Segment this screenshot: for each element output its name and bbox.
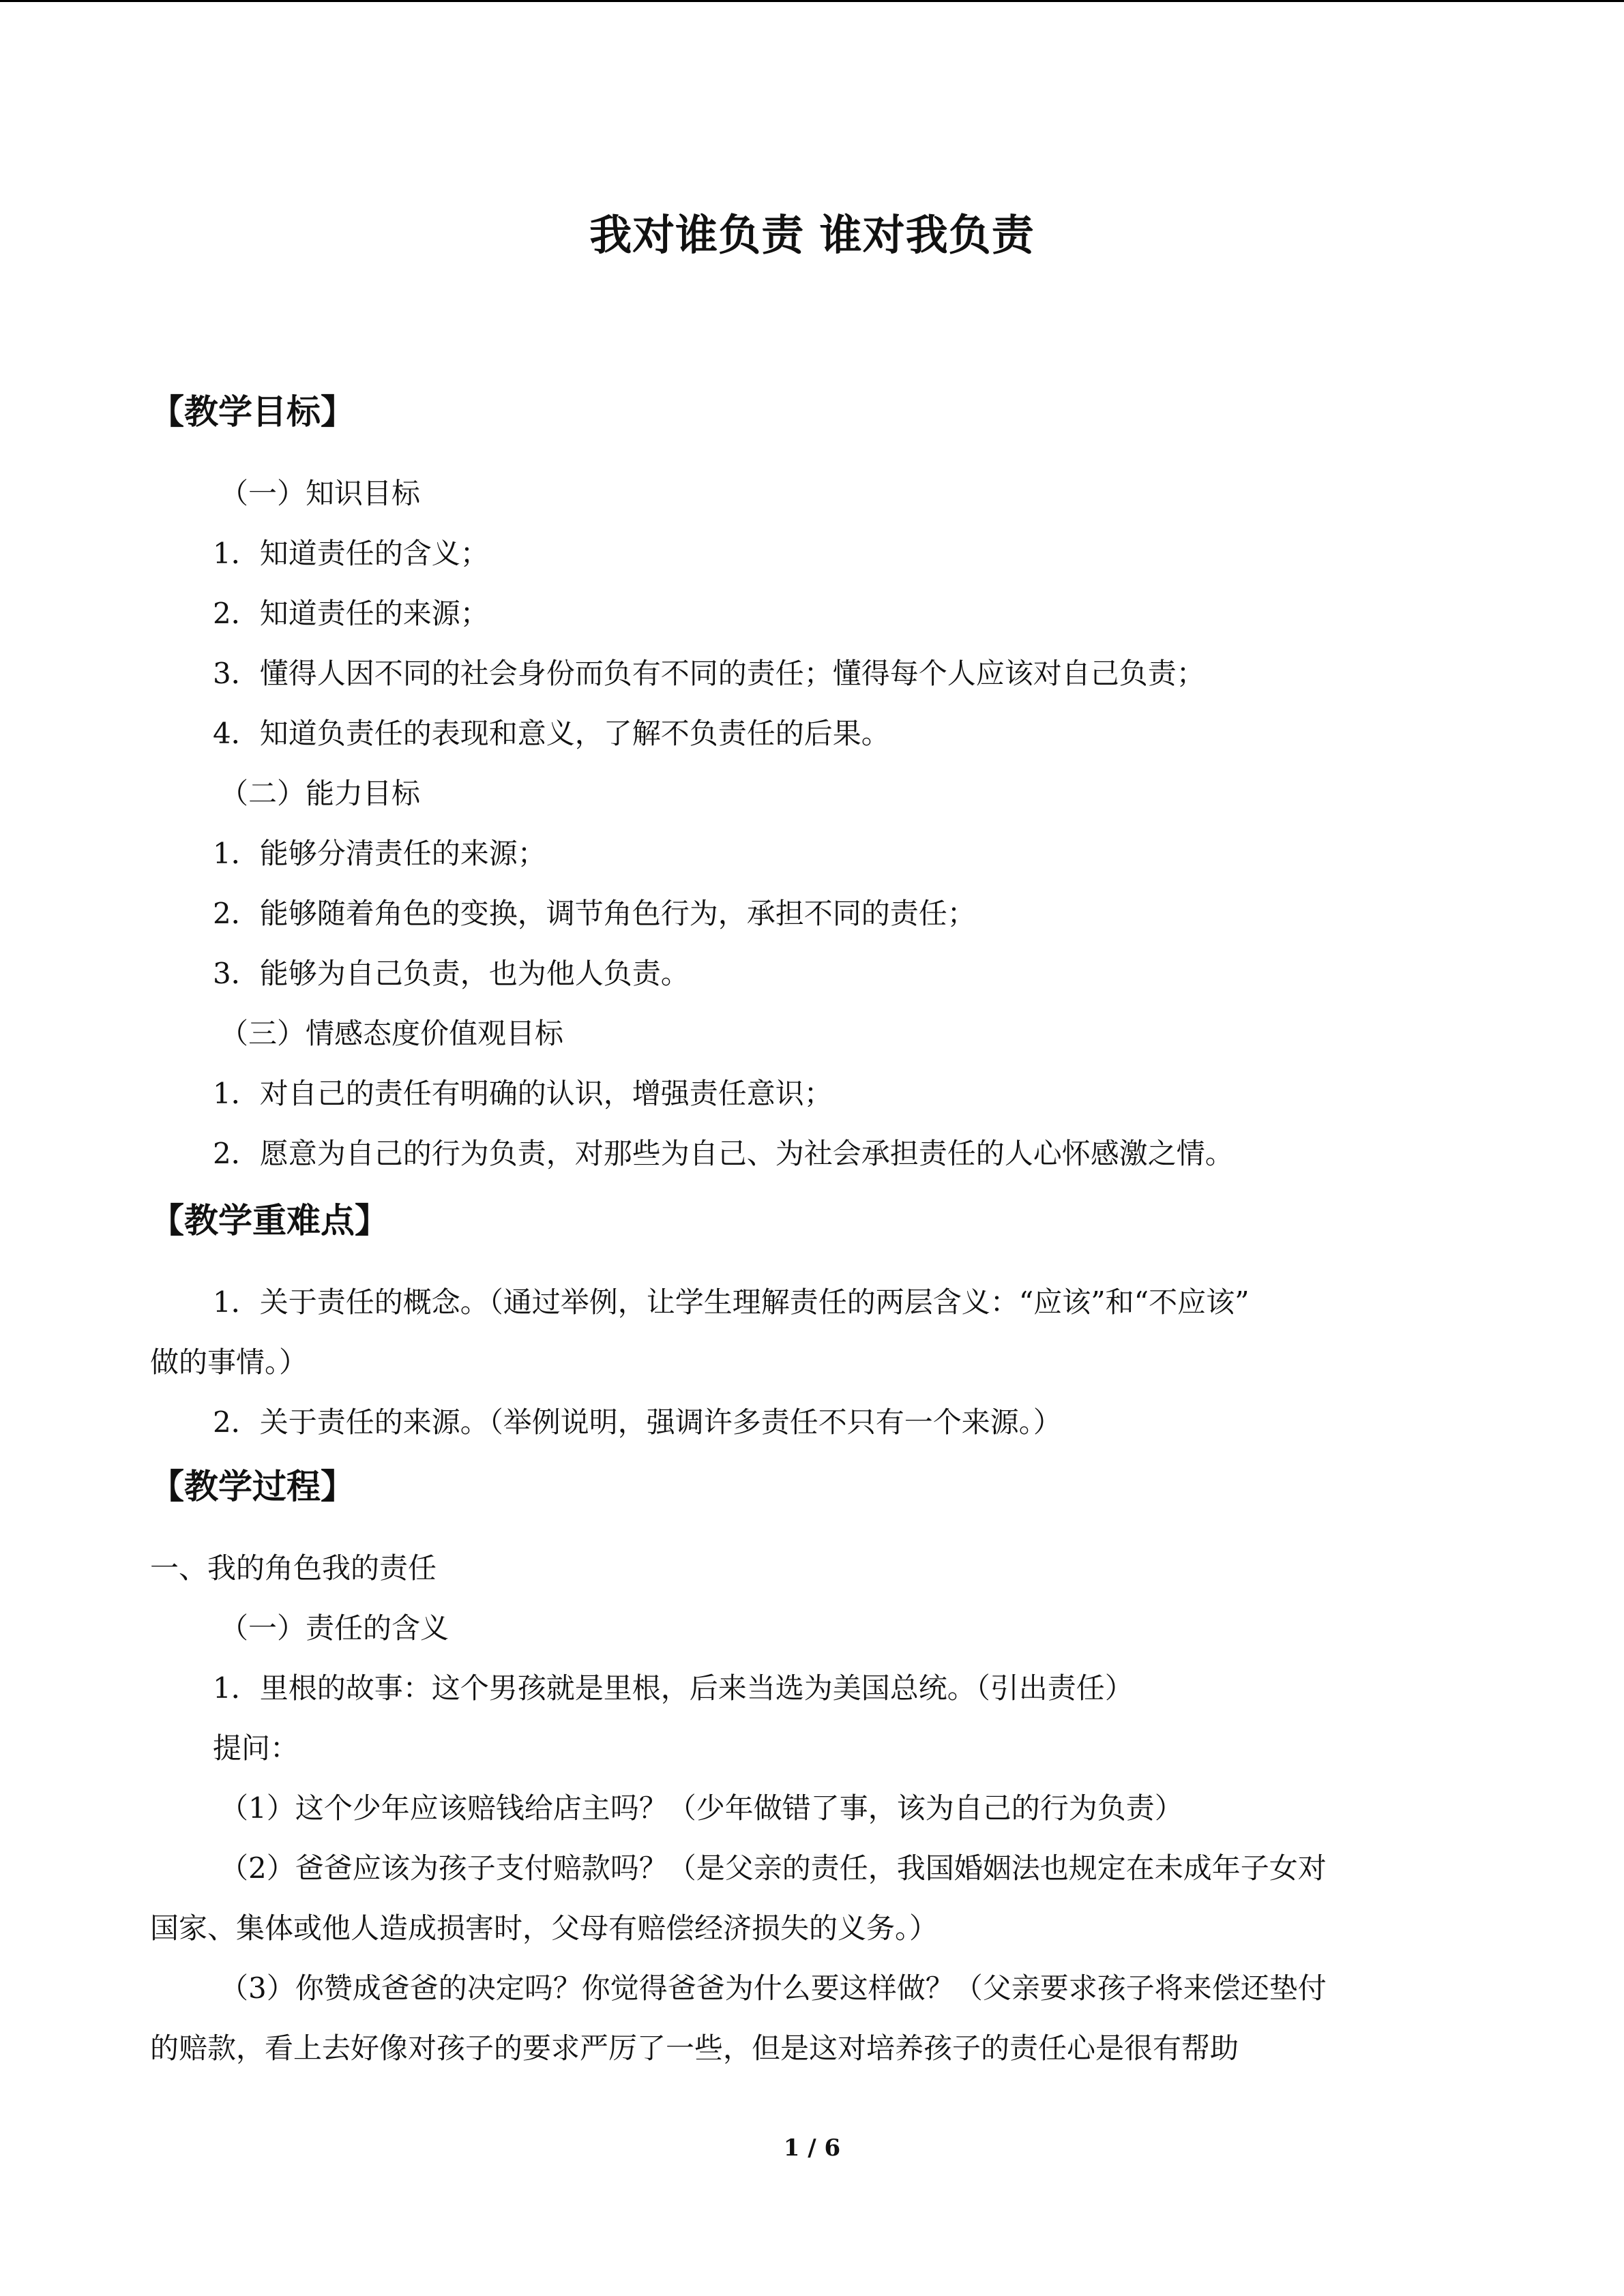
section-heading-process: 【教学过程】 <box>150 1467 355 1506</box>
document-title: 我对谁负责 谁对我负责 <box>589 210 1035 260</box>
list-item: 1．知道责任的含义； <box>213 537 489 570</box>
paragraph-line: 1．关于责任的概念。（通过举例，让学生理解责任的两层含义：“应该”和“不应该” <box>213 1285 1250 1319</box>
list-item: 1．能够分清责任的来源； <box>213 837 546 870</box>
paragraph-line: 的赔款，看上去好像对孩子的要求严厉了一些，但是这对培养孩子的责任心是很有帮助 <box>150 2031 1239 2065</box>
paragraph-line: 1．里根的故事：这个男孩就是里根，后来当选为美国总统。（引出责任） <box>213 1671 1134 1705</box>
list-item: 3．懂得人因不同的社会身份而负有不同的责任；懂得每个人应该对自己负责； <box>213 657 1205 690</box>
list-item: 2．愿意为自己的行为负责，对那些为自己、为社会承担责任的人心怀感激之情。 <box>213 1137 1234 1170</box>
subheading-definition: （一）责任的含义 <box>220 1611 449 1645</box>
paragraph-line: （1）这个少年应该赔钱给店主吗？（少年做错了事，该为自己的行为负责） <box>220 1791 1183 1825</box>
subheading-emotion: （三）情感态度价值观目标 <box>220 1017 564 1050</box>
list-item: 3．能够为自己负责，也为他人负责。 <box>213 957 690 990</box>
paragraph-line: 2．关于责任的来源。（举例说明，强调许多责任不只有一个来源。） <box>213 1405 1062 1439</box>
part-heading: 一、我的角色我的责任 <box>150 1551 437 1585</box>
paragraph-line: 国家、集体或他人造成损害时，父母有赔偿经济损失的义务。） <box>150 1911 939 1945</box>
list-item: 2．能够随着角色的变换，调节角色行为，承担不同的责任； <box>213 897 976 930</box>
question-label: 提问： <box>213 1731 299 1765</box>
section-heading-key-points: 【教学重难点】 <box>150 1201 389 1240</box>
subheading-knowledge: （一）知识目标 <box>220 477 421 510</box>
subheading-ability: （二）能力目标 <box>220 777 421 810</box>
list-item: 2．知道责任的来源； <box>213 597 489 630</box>
list-item: 4．知道负责任的表现和意义，了解不负责任的后果。 <box>213 717 890 750</box>
paragraph-line: （3）你赞成爸爸的决定吗？你觉得爸爸为什么要这样做？（父亲要求孩子将来偿还垫付 <box>220 1971 1327 2005</box>
list-item: 1．对自己的责任有明确的认识，增强责任意识； <box>213 1077 833 1110</box>
page-number: 1 / 6 <box>783 2134 841 2162</box>
paragraph-line: 做的事情。） <box>150 1345 308 1379</box>
paragraph-line: （2）爸爸应该为孩子支付赔款吗？（是父亲的责任，我国婚姻法也规定在未成年子女对 <box>220 1851 1327 1885</box>
section-heading-objectives: 【教学目标】 <box>150 392 355 432</box>
top-border-rule <box>0 0 1624 2</box>
